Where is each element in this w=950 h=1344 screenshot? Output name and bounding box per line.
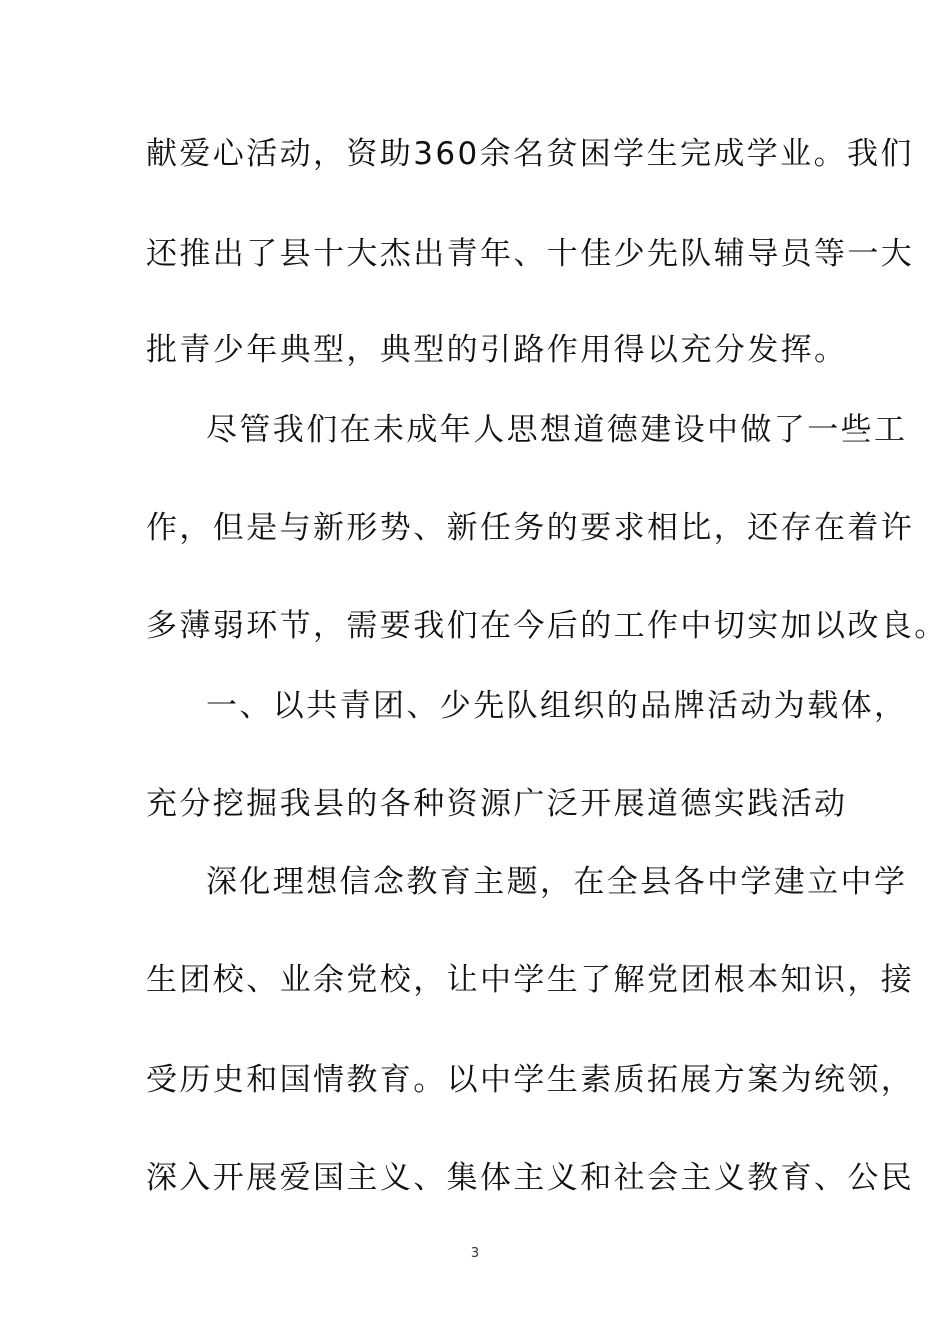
body-text-line: 献爱心活动，资助360余名贫困学生完成学业。我们	[146, 136, 914, 172]
body-text-line: 深入开展爱国主义、集体主义和社会主义教育、公民	[146, 1160, 915, 1196]
section-heading-line: 充分挖掘我县的各种资源广泛开展道德实践活动	[146, 786, 848, 822]
paragraph-first-line: 尽管我们在未成年人思想道德建设中做了一些工	[206, 412, 908, 448]
body-text-line: 受历史和国情教育。以中学生素质拓展方案为统领，	[146, 1062, 915, 1098]
body-text-line: 还推出了县十大杰出青年、十佳少先队辅导员等一大	[146, 236, 915, 272]
page-number: 3	[470, 1246, 480, 1261]
paragraph-first-line: 深化理想信念教育主题，在全县各中学建立中学	[206, 864, 908, 900]
body-text-line: 作，但是与新形势、新任务的要求相比，还存在着许	[146, 510, 915, 546]
body-text-line: 多薄弱环节，需要我们在今后的工作中切实加以改良。	[146, 608, 948, 644]
body-text-line: 生团校、业余党校，让中学生了解党团根本知识，接	[146, 962, 915, 998]
body-text-line: 批青少年典型，典型的引路作用得以充分发挥。	[146, 332, 848, 368]
section-heading-line: 一、以共青团、少先队组织的品牌活动为载体，	[206, 688, 908, 724]
